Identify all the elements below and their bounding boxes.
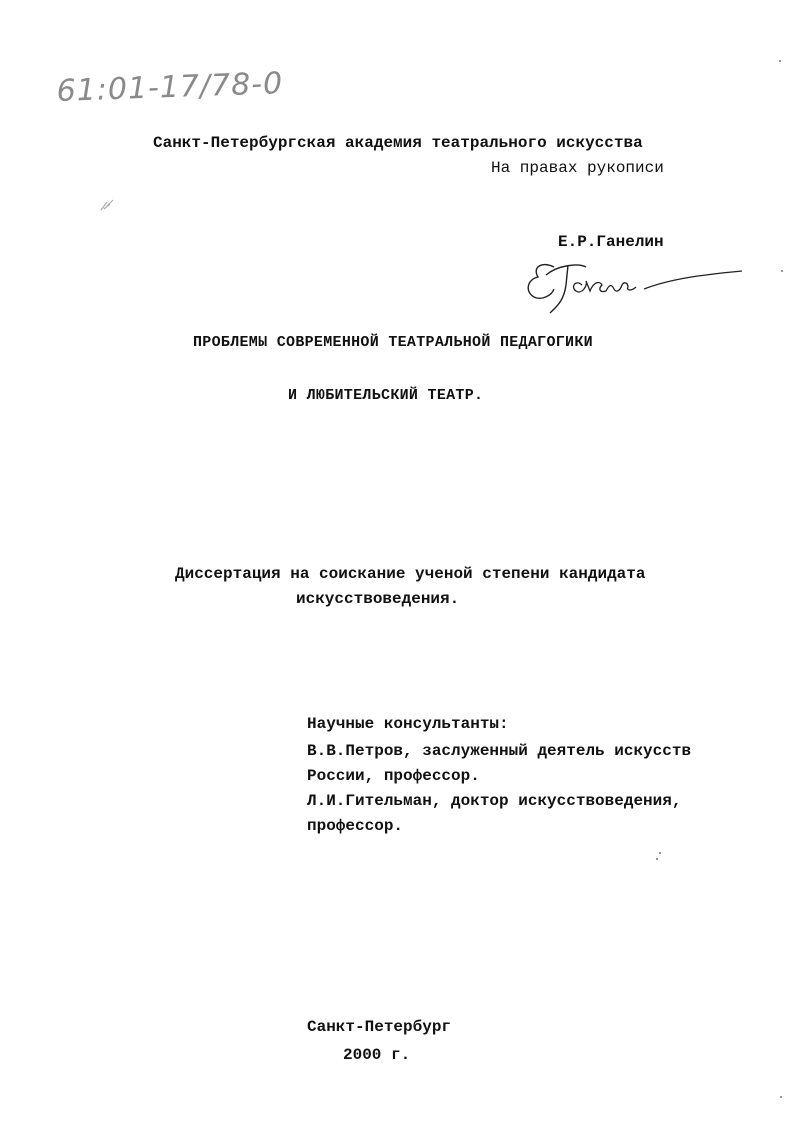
year: 2000 г. — [343, 1046, 411, 1064]
dissertation-line-2: искусствоведения. — [296, 590, 460, 608]
scan-dust — [656, 858, 658, 860]
scan-dust — [779, 60, 781, 62]
scan-dust — [781, 270, 783, 272]
author-signature — [520, 255, 745, 315]
author-name: Е.Р.Ганелин — [558, 233, 664, 251]
advisor-1-line-1: В.В.Петров, заслуженный деятель искусств — [307, 742, 692, 760]
archive-number-handwritten: 61:01-17/78-0 — [56, 66, 284, 109]
scan-dust — [780, 1096, 782, 1098]
city: Санкт-Петербург — [307, 1018, 452, 1036]
advisor-2-line-2: профессор. — [307, 817, 404, 835]
dissertation-line-1: Диссертация на соискание ученой степени кандидата — [175, 565, 646, 583]
title-line-1: ПРОБЛЕМЫ СОВРЕМЕННОЙ ТЕАТРАЛЬНОЙ ПЕДАГОГИКИ — [193, 334, 593, 351]
advisor-1-line-2: России, профессор. — [307, 767, 480, 785]
rights-note: На правах рукописи — [491, 159, 664, 177]
institution-name: Санкт-Петербургская академия театрального искусства — [153, 134, 643, 152]
scan-dust — [659, 852, 661, 854]
advisor-2-line-1: Л.И.Гительман, доктор искусствоведения, — [307, 792, 682, 810]
title-line-2: И ЛЮБИТЕЛЬСКИЙ ТЕАТР. — [288, 387, 484, 404]
ink-mark — [98, 196, 118, 214]
advisors-heading: Научные консультанты: — [307, 715, 509, 733]
